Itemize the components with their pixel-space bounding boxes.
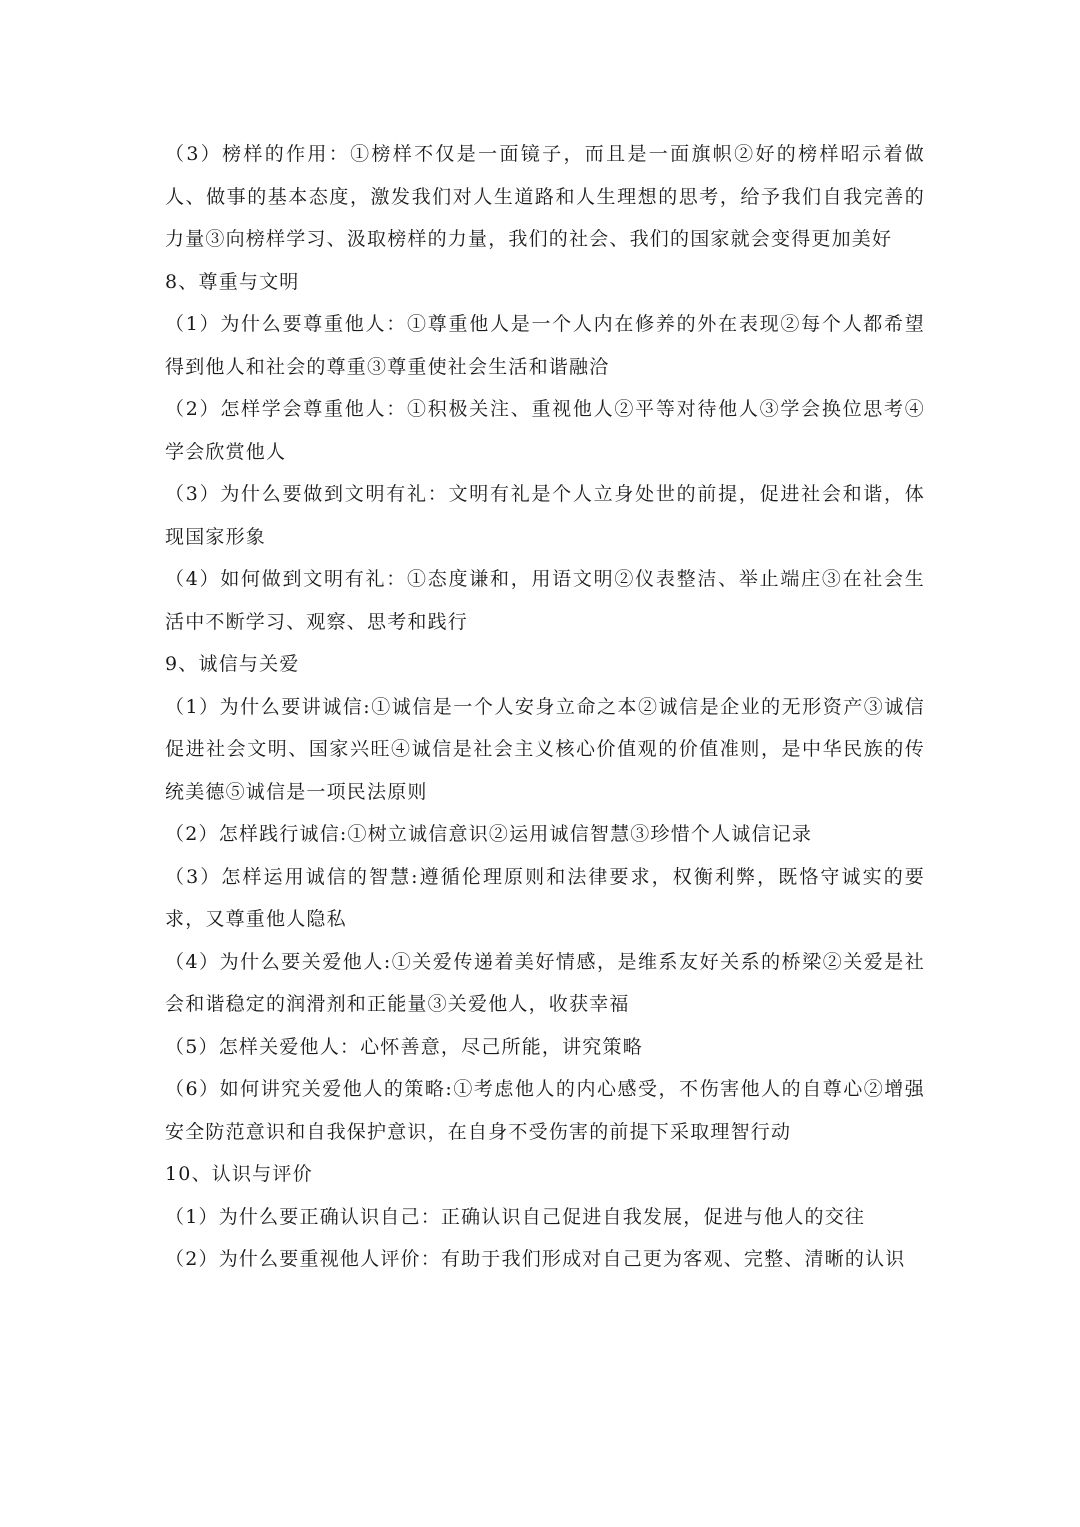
paragraph-how-respect-others: （2）怎样学会尊重他人：①积极关注、重视他人②平等对待他人③学会换位思考④学会欣赏他人 [165, 398, 925, 463]
paragraph-role-model-function: （3）榜样的作用：①榜样不仅是一面镜子，而且是一面旗帜②好的榜样昭示着做人、做事的基本态度，激发我们对人生道路和人生理想的思考，给予我们自我完善的力量③向榜样学习、汲取榜样的力量，我们的社会、我们的国家就会变得更加美好 [165, 143, 925, 250]
paragraph-how-practice-integrity: （2）怎样践行诚信:①树立诚信意识②运用诚信智慧③珍惜个人诚信记录 [165, 823, 813, 845]
paragraph-how-civility: （4）如何做到文明有礼：①态度谦和，用语文明②仪表整洁、举止端庄③在社会生活中不断学习、观察、思考和践行 [165, 568, 925, 633]
document-page [165, 133, 925, 1281]
section-heading-respect-civility: 8、尊重与文明 [165, 270, 300, 293]
section-heading-integrity-care: 9、诚信与关爱 [165, 653, 300, 675]
section-heading-recognition-evaluation: 10、认识与评价 [165, 1163, 313, 1185]
paragraph-know-yourself: （1）为什么要正确认识自己：正确认识自己促进自我发展，促进与他人的交往 [165, 1205, 866, 1228]
paragraph-care-strategy: （6）如何讲究关爱他人的策略:①考虑他人的内心感受，不伤害他人的自尊心②增强安全防范意识和自我保护意识，在自身不受伤害的前提下采取理智行动 [165, 1078, 925, 1143]
paragraph-integrity-wisdom: （3）怎样运用诚信的智慧:遵循伦理原则和法律要求，权衡利弊，既恪守诚实的要求，又尊重他人隐私 [165, 865, 925, 930]
paragraph-why-care-others: （4）为什么要关爱他人:①关爱传递着美好情感，是维系友好关系的桥梁②关爱是社会和谐稳定的润滑剂和正能量③关爱他人，收获幸福 [165, 950, 925, 1015]
paragraph-why-civility: （3）为什么要做到文明有礼：文明有礼是个人立身处世的前提，促进社会和谐，体现国家形象 [165, 483, 925, 548]
paragraph-others-evaluation: （2）为什么要重视他人评价：有助于我们形成对自己更为客观、完整、清晰的认识 [165, 1248, 906, 1270]
paragraph-why-respect-others: （1）为什么要尊重他人：①尊重他人是一个人内在修养的外在表现②每个人都希望得到他人和社会的尊重③尊重使社会生活和谐融洽 [165, 313, 925, 378]
paragraph-why-integrity: （1）为什么要讲诚信:①诚信是一个人安身立命之本②诚信是企业的无形资产③诚信促进社会文明、国家兴旺④诚信是社会主义核心价值观的价值准则，是中华民族的传统美德⑤诚信是一项民法原则 [165, 695, 925, 803]
paragraph-how-care-others: （5）怎样关爱他人：心怀善意，尽己所能，讲究策略 [165, 1035, 643, 1058]
